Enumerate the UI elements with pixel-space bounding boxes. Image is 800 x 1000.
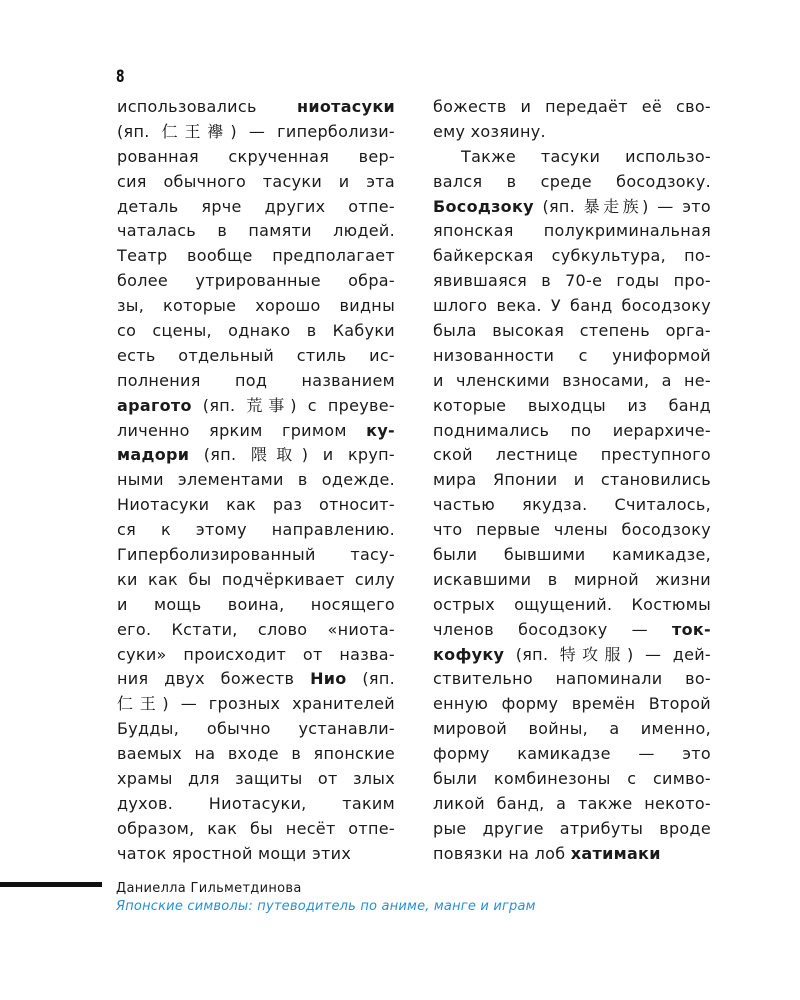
text-line: Ниотасуки как раз относит- — [117, 495, 395, 515]
text-line: есть отдельный стиль ис- — [117, 345, 395, 365]
text-line: енную форму времён Второй — [433, 694, 711, 714]
text-line: его. Кстати, слово «ниота- — [117, 619, 395, 639]
footer-rule — [0, 882, 102, 887]
text-line: Босодзоку (яп. 暴走族) — это — [433, 196, 711, 216]
text-line: храмы для защиты от злых — [117, 769, 395, 789]
text-line: ными элементами в одежде. — [117, 470, 395, 490]
text-line: ния двух божеств Нио (яп. — [117, 669, 395, 689]
text-line: зы, которые хорошо видны — [117, 296, 395, 316]
text-line: рые другие атрибуты вроде — [433, 818, 711, 838]
text-line: повязки на лоб хатимаки — [433, 843, 661, 863]
text-line: Гиперболизированный тасу- — [117, 545, 395, 565]
text-line: арагото (яп. 荒事) с преуве- — [117, 395, 395, 415]
text-line: форму камикадзе — это — [433, 744, 711, 764]
page-number: 8 — [116, 67, 125, 87]
text-line: которые выходцы из банд — [433, 395, 711, 415]
text-line: мира Японии и становились — [433, 470, 711, 490]
text-line: Будды, обычно устанавли- — [117, 719, 395, 739]
text-line: и членскими взносами, а не- — [433, 370, 711, 390]
text-line: использовались ниотасуки — [117, 97, 395, 116]
text-line: ся к этому направлению. — [117, 520, 395, 540]
left-text-column — [117, 95, 395, 867]
text-line: и мощь воина, носящего — [117, 594, 395, 614]
text-line: были комбинезоны с симво- — [433, 769, 711, 789]
text-line: японская полукриминальная — [433, 221, 711, 241]
author-name: Даниелла Гильметдинова — [116, 881, 302, 896]
book-title: Японские символы: путеводитель по аниме, манге и играм — [116, 899, 536, 914]
text-line: Также тасуки использо- — [461, 146, 711, 166]
text-line: частью якудза. Считалось, — [433, 495, 711, 515]
text-line: Театр вообще предполагает — [117, 246, 395, 266]
text-line: вался в среде босодзоку. — [433, 171, 711, 191]
text-line: ки как бы подчёркивает силу — [117, 569, 395, 589]
text-line: чаталась в памяти людей. — [117, 221, 395, 241]
text-line: была высокая степень орга- — [433, 321, 711, 341]
text-line: образом, как бы несёт отпе- — [117, 818, 395, 838]
text-line: что первые члены босодзоку — [433, 520, 711, 540]
text-line: более утрированные обра- — [117, 271, 395, 291]
text-line: полнения под названием — [117, 370, 395, 390]
text-line: личенно ярким гримом ку- — [117, 420, 395, 440]
text-line: низованности с униформой — [433, 345, 711, 365]
text-line: 仁王) — грозных хранителей — [117, 694, 395, 714]
text-line: деталь ярче других отпе- — [117, 196, 395, 216]
right-text-column — [433, 95, 711, 867]
text-line: были бывшими камикадзе, — [433, 545, 711, 565]
text-line: (яп. 仁王襷) — гиперболизи- — [117, 121, 395, 141]
text-line: ликой банд, а также некото- — [433, 793, 711, 813]
text-line: байкерская субкультура, по- — [433, 246, 711, 266]
text-line: острых ощущений. Костюмы — [433, 594, 711, 614]
text-line: чаток яростной мощи этих — [117, 843, 352, 863]
text-line: кофуку (яп. 特攻服) — дей- — [433, 644, 711, 664]
text-line: со сцены, однако в Кабуки — [117, 321, 395, 341]
text-line: рованная скрученная вер- — [117, 146, 395, 166]
text-line: ской лестнице преступного — [433, 445, 711, 465]
text-line: шлого века. У банд босодзоку — [433, 296, 711, 316]
text-line: ему хозяину. — [433, 121, 546, 141]
text-line: мировой войны, а именно, — [433, 719, 711, 739]
text-line: явившаяся в 70-е годы про- — [433, 271, 711, 291]
text-line: мадори (яп. 隈取) и круп- — [117, 445, 395, 465]
text-line: ваемых на входе в японские — [117, 744, 395, 764]
text-line: членов босодзоку — ток- — [433, 619, 711, 639]
text-line: искавшими в мирной жизни — [433, 569, 711, 589]
text-line: ствительно напоминали во- — [433, 669, 711, 689]
text-line: суки» происходит от назва- — [117, 644, 395, 664]
text-line: поднимались по иерархиче- — [433, 420, 711, 440]
text-line: божеств и передаёт её сво- — [433, 97, 711, 116]
text-line: духов. Ниотасуки, таким — [117, 793, 395, 813]
text-line: сия обычного тасуки и эта — [117, 171, 395, 191]
